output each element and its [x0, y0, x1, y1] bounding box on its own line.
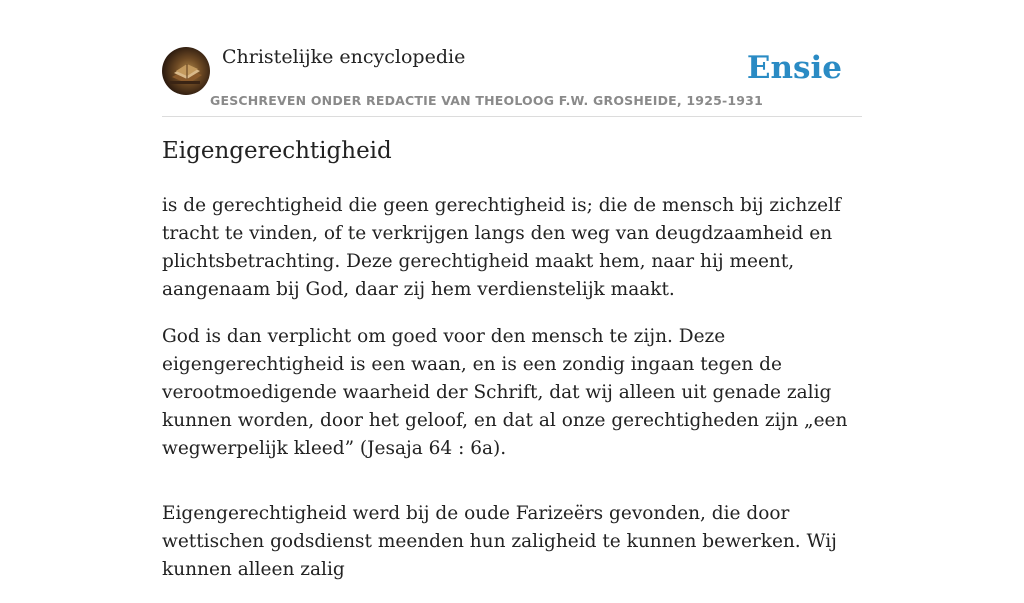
article-body: [162, 192, 862, 603]
site-logo-avatar[interactable]: [162, 47, 210, 95]
article-paragraph: God is dan verplicht om goed voor den mensch te zijn. Deze eigengerechtigheid is een waan, en is een zondig ingaan tegen de verootmoedigende waarheid der Schrift, dat wij alleen uit genade zalig kunnen worden, door het geloof, en dat al onze gerechtigheden zijn „een wegwerpelijk kleed” (Jesaja 64 : 6a).: [162, 326, 848, 459]
book-image-icon: [162, 47, 210, 95]
article-paragraph: Eigengerechtigheid werd bij de oude Farizeërs gevonden, die door wettischen godsdienst meenden hun zaligheid te kunnen bewerken. Wij kunnen alleen zalig: [162, 503, 837, 580]
site-subtitle: GESCHREVEN ONDER REDACTIE VAN THEOLOOG F.W. GROSHEIDE, 1925-1931: [210, 93, 763, 108]
article-paragraph: is de gerechtigheid die geen gerechtigheid is; die de mensch bij zichzelf tracht te vinden, of te verkrijgen langs den weg van deugdzaamheid en plichtsbetrachting. Deze gerechtigheid maakt hem, naar hij meent, aangenaam bij God, daar zij hem verdienstelijk maakt.: [162, 195, 841, 300]
site-title[interactable]: Christelijke encyclopedie: [222, 46, 466, 68]
article-title: Eigengerechtigheid: [162, 138, 392, 164]
brand-logo[interactable]: Ensie: [746, 50, 842, 86]
site-header: [162, 44, 862, 117]
